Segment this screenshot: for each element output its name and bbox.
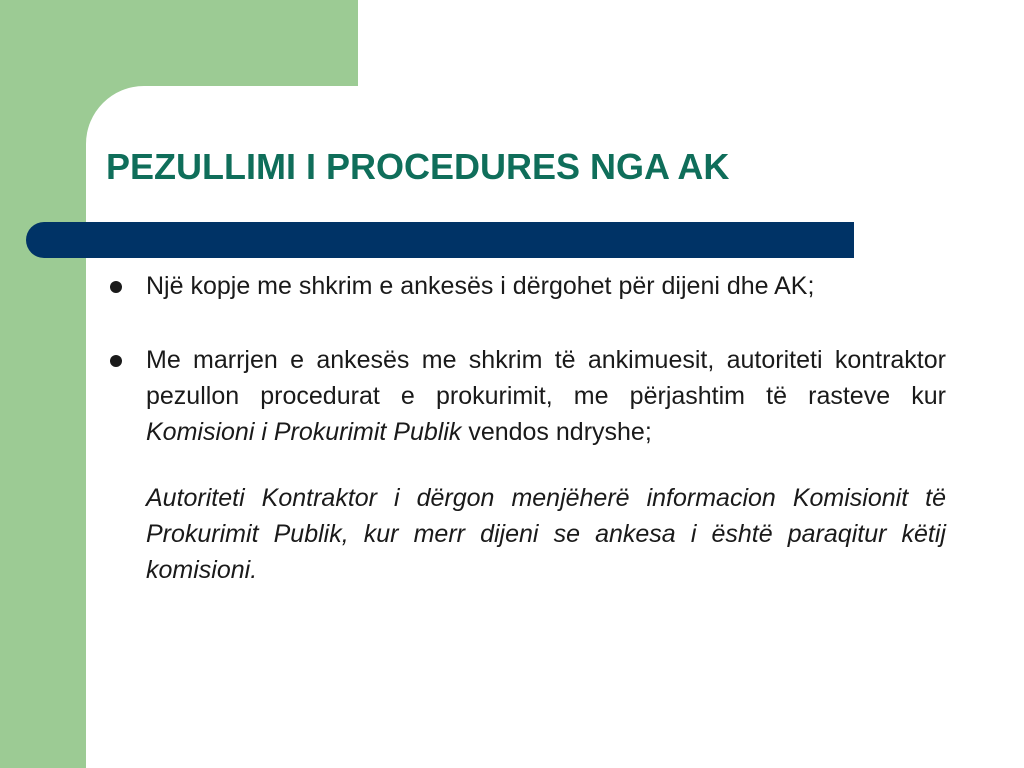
bullet-item-2	[104, 342, 946, 450]
bullet-text: Një kopje me shkrim e ankesës i dërgohet për dijeni dhe AK;	[146, 272, 815, 300]
bullet-text-after: vendos ndryshe;	[461, 418, 652, 446]
bullet-item-1	[104, 268, 946, 304]
bullet-dot-icon	[110, 281, 122, 293]
bullet-text-italic: Komisioni i Prokurimit Publik	[146, 418, 462, 446]
italic-note: Autoriteti Kontraktor i dërgon menjëherë informacion Komisionit të Prokurimit Publik, kur merr dijeni se ankesa i është paraqitur këtij komisioni.	[146, 484, 946, 584]
title-underline-bar	[26, 222, 854, 258]
slide-title: PEZULLIMI I PROCEDURES NGA AK	[106, 146, 730, 187]
bullet-text-before: Me marrjen e ankesës me shkrim të ankimuesit, autoriteti kontraktor pezullon procedurat e prokurimit, me përjashtim të rasteve kur	[146, 346, 946, 410]
slide-body	[104, 268, 946, 588]
bullet-dot-icon	[110, 355, 122, 367]
